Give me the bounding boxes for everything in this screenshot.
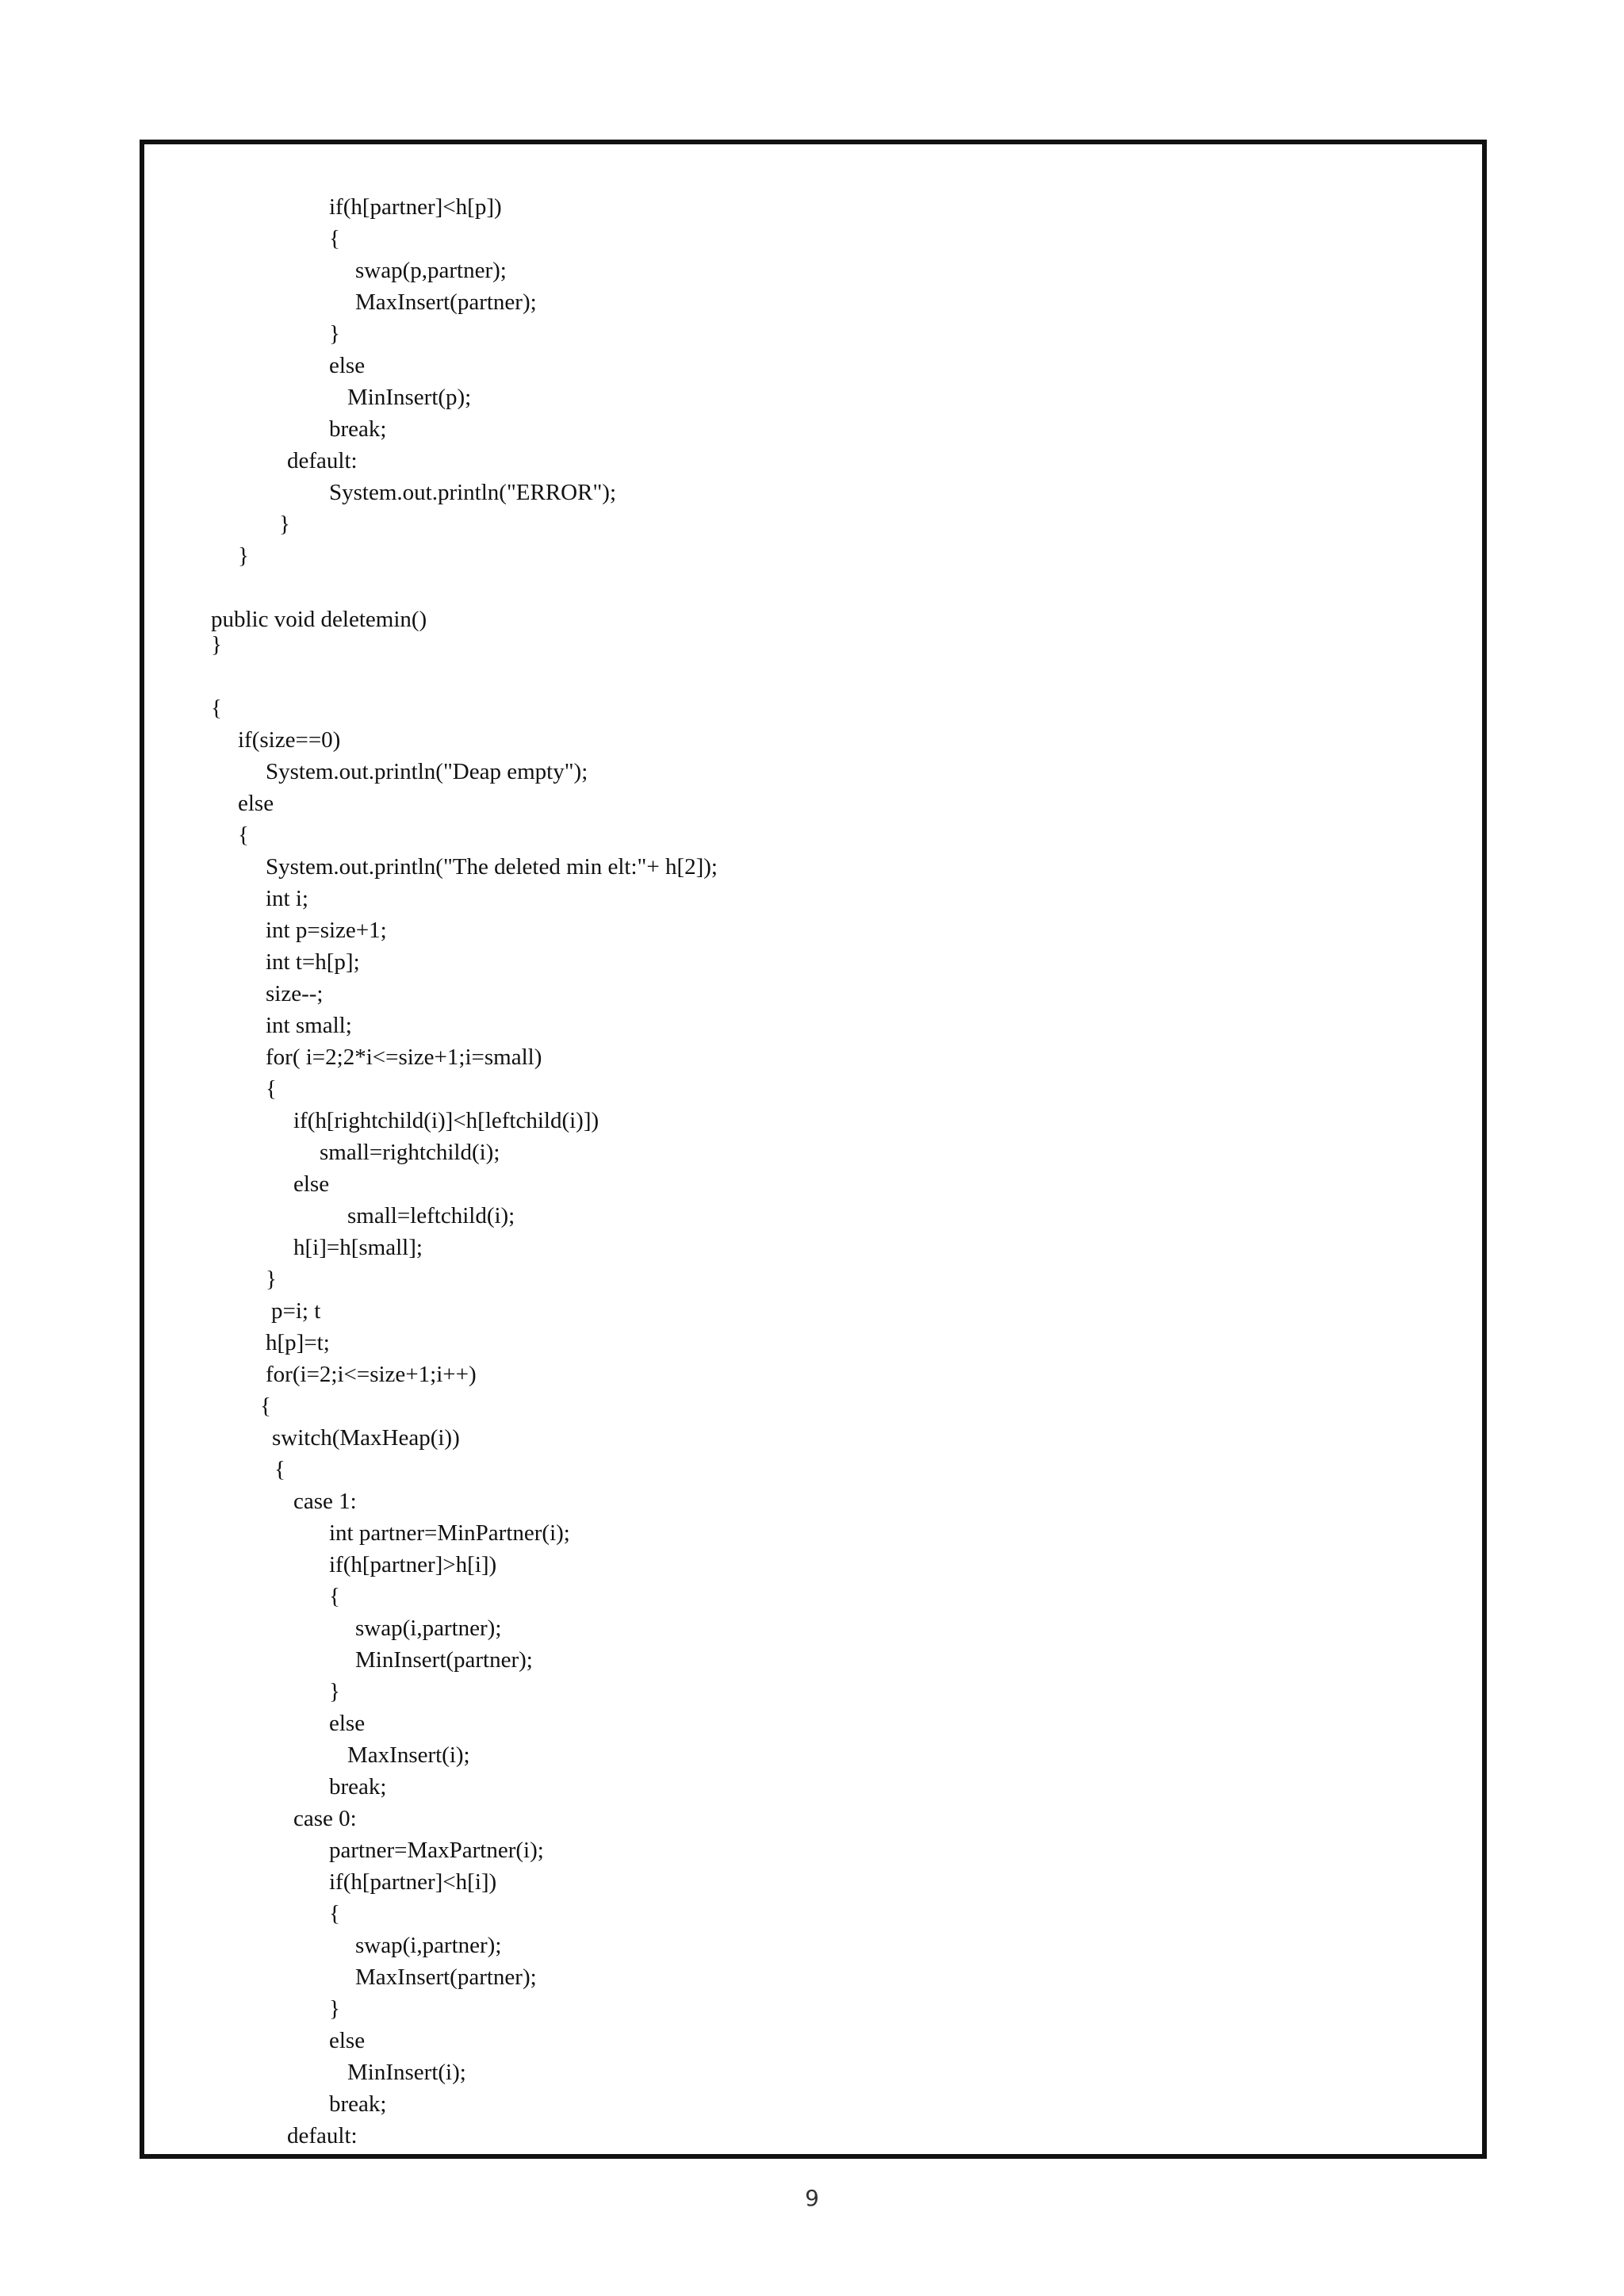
code-line: swap(i,partner);	[355, 1616, 502, 1641]
code-line: System.out.println("The deleted min elt:"+ h[2]);	[266, 854, 718, 880]
code-line: else	[238, 791, 274, 816]
code-line: default:	[287, 2123, 358, 2148]
code-line: case 1:	[293, 1489, 357, 1514]
code-line: case 0:	[293, 1806, 357, 1831]
code-line: }	[329, 1679, 340, 1704]
code-line: partner=MaxPartner(i);	[329, 1838, 544, 1863]
code-line: else	[293, 1171, 330, 1197]
code-line: System.out.println("Deap empty");	[266, 759, 588, 784]
code-line: int i;	[266, 886, 308, 911]
code-line: swap(i,partner);	[355, 1933, 502, 1958]
code-line: {	[260, 1393, 271, 1419]
code-line: }	[211, 632, 222, 657]
code-line: }	[266, 1267, 277, 1292]
code-line: MaxInsert(partner);	[355, 1964, 537, 1990]
code-line: int partner=MinPartner(i);	[329, 1520, 570, 1546]
code-line: small=rightchild(i);	[320, 1140, 500, 1165]
code-line: for(i=2;i<=size+1;i++)	[266, 1362, 477, 1387]
code-line: MinInsert(partner);	[355, 1647, 533, 1673]
code-line: MaxInsert(partner);	[355, 289, 537, 315]
code-line: }	[329, 321, 340, 347]
code-line: break;	[329, 2091, 387, 2117]
code-line: size--;	[266, 981, 324, 1006]
code-line: if(h[partner]<h[i])	[329, 1869, 497, 1895]
code-line: if(h[rightchild(i)]<h[leftchild(i)])	[293, 1108, 599, 1133]
code-line: MaxInsert(i);	[347, 1742, 470, 1768]
code-line: public void deletemin()	[211, 607, 427, 632]
code-line: h[p]=t;	[266, 1330, 330, 1355]
code-line: }	[329, 1996, 340, 2022]
code-line: MinInsert(i);	[347, 2060, 466, 2085]
code-line: {	[274, 1457, 285, 1482]
code-line: switch(MaxHeap(i))	[272, 1425, 460, 1451]
code-line: default:	[287, 448, 358, 473]
code-line: break;	[329, 416, 387, 442]
code-line: p=i; t	[271, 1298, 321, 1324]
code-line: else	[329, 2028, 366, 2053]
code-line: {	[329, 1901, 340, 1926]
code-line: MinInsert(p);	[347, 385, 472, 410]
code-line: }	[238, 543, 249, 569]
code-line: }	[279, 512, 290, 537]
code-line: {	[329, 1584, 340, 1609]
code-line: break;	[329, 1774, 387, 1800]
code-line: int p=size+1;	[266, 918, 387, 943]
code-line: {	[238, 822, 249, 848]
code-line: {	[211, 696, 222, 721]
code-line: for( i=2;2*i<=size+1;i=small)	[266, 1045, 542, 1070]
code-line: if(h[partner]<h[p])	[329, 194, 502, 220]
code-line: h[i]=h[small];	[293, 1235, 423, 1260]
code-line: if(h[partner]>h[i])	[329, 1552, 497, 1577]
code-line: {	[266, 1076, 277, 1102]
page-number: 9	[805, 2185, 819, 2211]
code-line: int small;	[266, 1013, 352, 1038]
code-line: {	[329, 226, 340, 251]
code-line: System.out.println("ERROR");	[329, 480, 617, 505]
code-line: int t=h[p];	[266, 949, 360, 975]
code-line: else	[329, 353, 366, 378]
code-line: small=leftchild(i);	[347, 1203, 515, 1228]
code-line: else	[329, 1711, 366, 1736]
code-line: if(size==0)	[238, 727, 341, 753]
code-line: swap(p,partner);	[355, 258, 507, 283]
